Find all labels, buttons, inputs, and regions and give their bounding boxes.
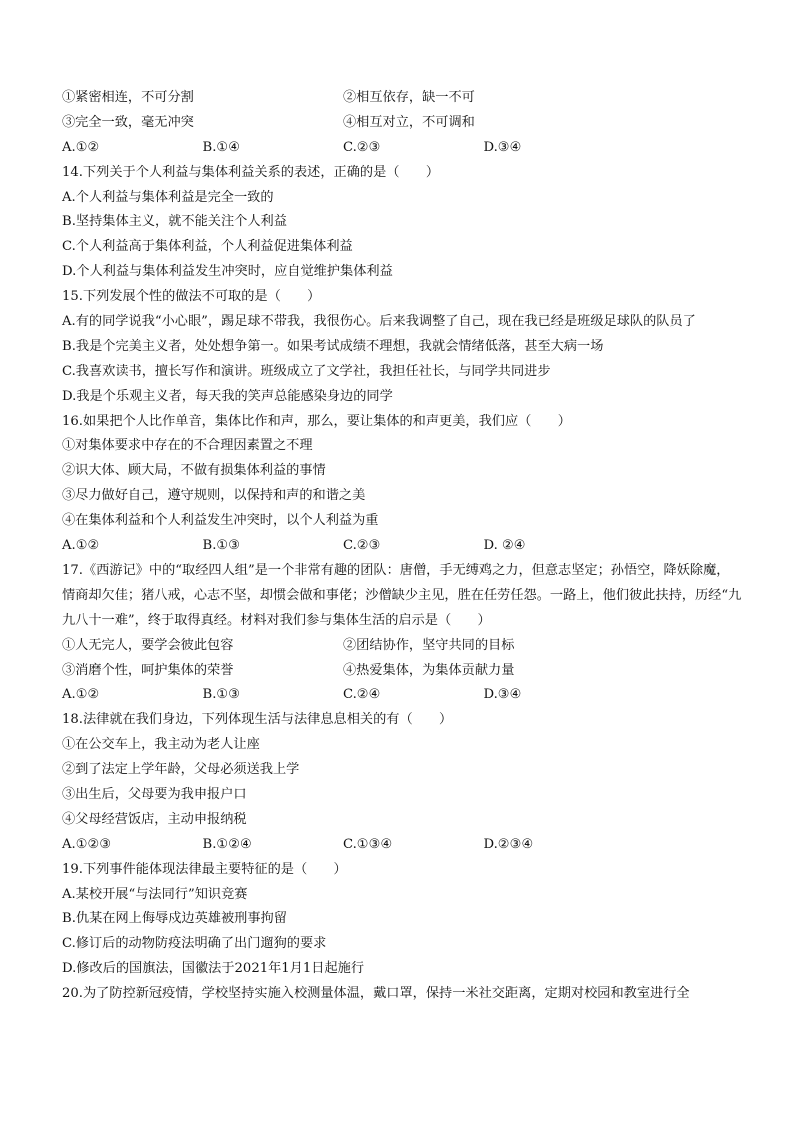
answer-choice: D.③④ (483, 139, 522, 155)
option-row-pair (62, 634, 742, 659)
text-line: C.修订后的动物防疫法明确了出门遛狗的要求 (62, 936, 327, 952)
answer-choice: C.②③ (343, 139, 381, 155)
option-row-pair (62, 111, 742, 136)
text-line: C.我喜欢读书，擅长写作和演讲。班级成立了文学社，我担任社长，与同学共同进步 (62, 363, 551, 379)
option-statement: ④热爱集体，为集体贡献力量 (343, 662, 515, 678)
question-stem: 20.为了防控新冠疫情，学校坚持实施入校测量体温，戴口罩，保持一米社交距离，定期对校园和教室进行全 (62, 986, 690, 1002)
text-line: D.我是个乐观主义者，每天我的笑声总能感染身边的同学 (62, 388, 393, 404)
text-line: A.某校开展“与法同行”知识竞赛 (62, 886, 248, 902)
text-line: ①对集体要求中存在的不合理因素置之不理 (62, 438, 313, 454)
text-line: A.有的同学说我“小心眼”，踢足球不带我，我很伤心。后来我调整了自己，现在我已经是班级足球队的队员了 (62, 314, 696, 330)
question-stem: 14.下列关于个人利益与集体利益关系的表述，正确的是（ ） (62, 164, 440, 180)
option-statement: ②团结协作，坚守共同的目标 (343, 637, 515, 653)
question-stem: 19.下列事件能体现法律最主要特征的是（ ） (62, 861, 347, 877)
answer-choice: C.②③ (343, 538, 381, 554)
answer-choices-row (62, 136, 742, 161)
option-statement: ①人无完人，要学会彼此包容 (62, 637, 234, 653)
text-line: B.仇某在网上侮辱戍边英雄被刑事拘留 (62, 911, 287, 927)
option-statement: ②相互依存，缺一不可 (343, 90, 475, 105)
answer-choice: C.①③④ (343, 836, 393, 852)
text-line: B.我是个完美主义者，处处想争第一。如果考试成绩不理想，我就会情绪低落，甚至大病一场 (62, 338, 604, 354)
option-row-pair (62, 86, 742, 111)
answer-choice: D.③④ (483, 687, 522, 703)
text-line: ②识大体、顾大局，不做有损集体利益的事情 (62, 463, 326, 479)
answer-choice: A.①② (62, 538, 100, 554)
option-statement: ④相互对立，不可调和 (343, 114, 475, 130)
text-line: D.修改后的国旗法，国徽法于2021年1月1日起施行 (62, 961, 365, 977)
question-stem: 18.法律就在我们身边，下列体现生活与法律息息相关的有（ ） (62, 712, 453, 728)
option-statement: ③完全一致，毫无冲突 (62, 114, 194, 130)
text-line: ④在集体利益和个人利益发生冲突时，以个人利益为重 (62, 513, 379, 529)
answer-choices-row (62, 683, 742, 708)
answer-choices-row (62, 833, 742, 858)
answer-choice: B.①③ (202, 538, 241, 554)
text-line: ④父母经营饭店，主动申报纳税 (62, 811, 247, 827)
text-line: ③尽力做好自己，遵守规则，以保持和声的和谐之美 (62, 488, 366, 504)
option-statement: ③消磨个性，呵护集体的荣誉 (62, 662, 234, 678)
answer-choices-row (62, 534, 742, 559)
text-line: B.坚持集体主义，就不能关注个人利益 (62, 214, 287, 230)
answer-choice: A.①② (62, 139, 100, 155)
text-line: ①在公交车上，我主动为老人让座 (62, 737, 260, 753)
answer-choice: D. ②④ (483, 538, 526, 554)
answer-choice: B.①②④ (202, 836, 252, 852)
answer-choice: A.①②③ (62, 836, 112, 852)
answer-choice: D.②③④ (483, 836, 534, 852)
option-statement: ①紧密相连，不可分割 (62, 90, 194, 105)
exam-page (62, 86, 742, 1007)
answer-choice: A.①② (62, 687, 100, 703)
text-line: D.个人利益与集体利益发生冲突时，应自觉维护集体利益 (62, 264, 393, 280)
text-line: 17.《西游记》中的“取经四人组”是一个非常有趣的团队：唐僧，手无缚鸡之力，但意志坚定；孙悟空，降妖除魔，情商却欠佳；猪八戒，心志不坚，却惯会做和事佬；沙僧缺少主见，胜在任劳任怨。一路上，他们彼此扶持，历经“九九八十一难”，终于取得真经。材料对我们参与集体生活的启示是（ ） (62, 562, 742, 628)
text-line: ②到了法定上学年龄，父母必须送我上学 (62, 762, 300, 778)
answer-choice: C.②④ (343, 687, 381, 703)
text-line: A.个人利益与集体利益是完全一致的 (62, 189, 274, 205)
text-line: C.个人利益高于集体利益，个人利益促进集体利益 (62, 239, 353, 255)
question-stem: 15.下列发展个性的做法不可取的是（ ） (62, 289, 321, 305)
text-line: ③出生后，父母要为我申报户口 (62, 787, 247, 802)
answer-choice: B.①④ (202, 139, 241, 155)
answer-choice: B.①③ (202, 687, 241, 703)
option-row-pair (62, 659, 742, 684)
question-stem: 16.如果把个人比作单音，集体比作和声，那么，要让集体的和声更美，我们应（ ） (62, 413, 571, 429)
